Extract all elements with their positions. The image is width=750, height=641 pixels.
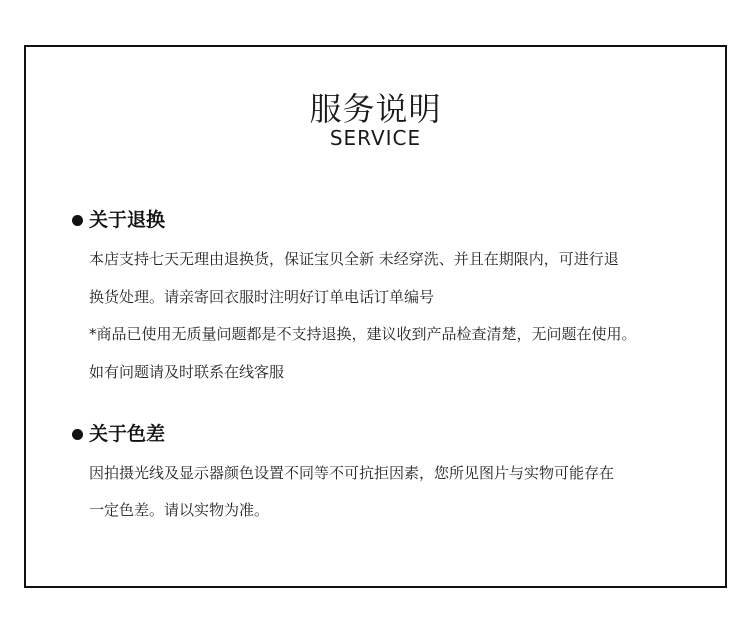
paragraph-line: 因拍摄光线及显示器颜色设置不同等不可抗拒因素，您所见图片与实物可能存在	[89, 464, 615, 482]
section-heading-returns	[72, 208, 165, 232]
section-heading-color-difference	[72, 422, 165, 446]
section-heading-label: 关于色差	[89, 423, 166, 445]
bullet-dot-icon	[72, 429, 83, 440]
paragraph-line: 本店支持七天无理由退换货，保证宝贝全新 未经穿洗、并且在期限内，可进行退	[89, 250, 619, 268]
page-subtitle: SERVICE	[329, 126, 422, 150]
paragraph-line: 一定色差。请以实物为准。	[89, 501, 270, 519]
page-title: 服务说明	[309, 90, 442, 128]
paragraph-line: 如有问题请及时联系在线客服	[89, 363, 285, 381]
section-heading-label: 关于退换	[89, 209, 166, 231]
paragraph-line: 换货处理。请亲寄回衣服时注明好订单电话订单编号	[89, 288, 435, 306]
bullet-dot-icon	[72, 215, 83, 226]
paragraph-line: *商品已使用无质量问题都是不支持退换，建议收到产品检查清楚，无问题在使用。	[89, 325, 637, 343]
service-card	[24, 45, 727, 588]
